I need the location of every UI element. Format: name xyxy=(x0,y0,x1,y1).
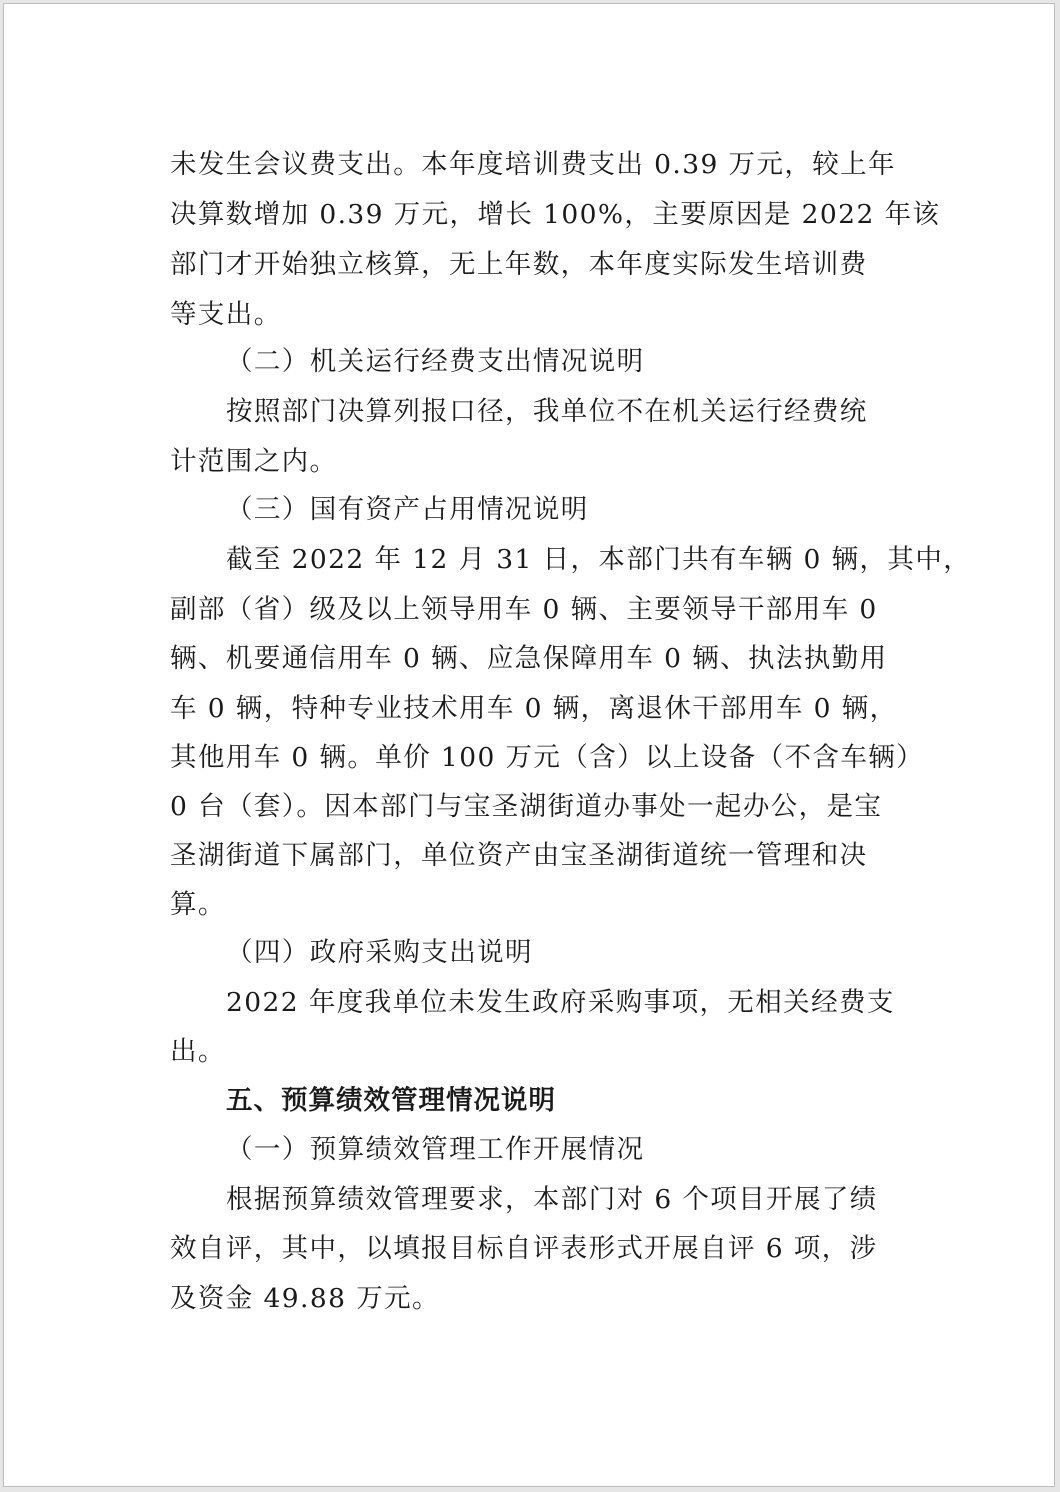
text-line: 0 台（套）。因本部门与宝圣湖街道办事处一起办公，是宝 xyxy=(170,791,883,822)
text-line: 效自评，其中，以填报目标自评表形式开展自评 6 项，涉 xyxy=(170,1233,878,1264)
section-heading: （四）政府采购支出说明 xyxy=(226,937,533,968)
section-heading: （一）预算绩效管理工作开展情况 xyxy=(226,1134,645,1165)
text-line: 算。 xyxy=(170,889,226,920)
text-line: 未发生会议费支出。本年度培训费支出 0.39 万元，较上年 xyxy=(170,149,896,180)
text-line: 按照部门决算列报口径，我单位不在机关运行经费统 xyxy=(226,396,868,427)
text-line: 出。 xyxy=(170,1036,226,1067)
section-heading: （三）国有资产占用情况说明 xyxy=(226,494,589,525)
text-line: 等支出。 xyxy=(170,299,282,330)
text-line: 车 0 辆，特种专业技术用车 0 辆，离退休干部用车 0 辆， xyxy=(170,693,898,724)
text-line: 辆、机要通信用车 0 辆、应急保障用车 0 辆、执法执勤用 xyxy=(170,643,888,674)
chapter-heading: 五、预算绩效管理情况说明 xyxy=(226,1085,556,1116)
text-line: 副部（省）级及以上领导用车 0 辆、主要领导干部用车 0 xyxy=(170,594,878,625)
text-line: 部门才开始独立核算，无上年数，本年度实际发生培训费 xyxy=(170,249,868,280)
text-line: 圣湖街道下属部门，单位资产由宝圣湖街道统一管理和决 xyxy=(170,840,868,871)
text-line: 根据预算绩效管理要求，本部门对 6 个项目开展了绩 xyxy=(226,1184,878,1215)
text-line: 截至 2022 年 12 月 31 日，本部门共有车辆 0 辆，其中， xyxy=(226,544,972,575)
text-line: 2022 年度我单位未发生政府采购事项，无相关经费支 xyxy=(226,987,895,1018)
text-line: 决算数增加 0.39 万元，增长 100%，主要原因是 2022 年该 xyxy=(170,199,941,230)
document-page xyxy=(3,3,1055,1487)
section-heading: （二）机关运行经费支出情况说明 xyxy=(226,346,645,377)
text-line: 及资金 49.88 万元。 xyxy=(170,1283,440,1314)
text-line: 计范围之内。 xyxy=(170,446,338,477)
text-line: 其他用车 0 辆。单价 100 万元（含）以上设备（不含车辆） xyxy=(170,742,925,773)
